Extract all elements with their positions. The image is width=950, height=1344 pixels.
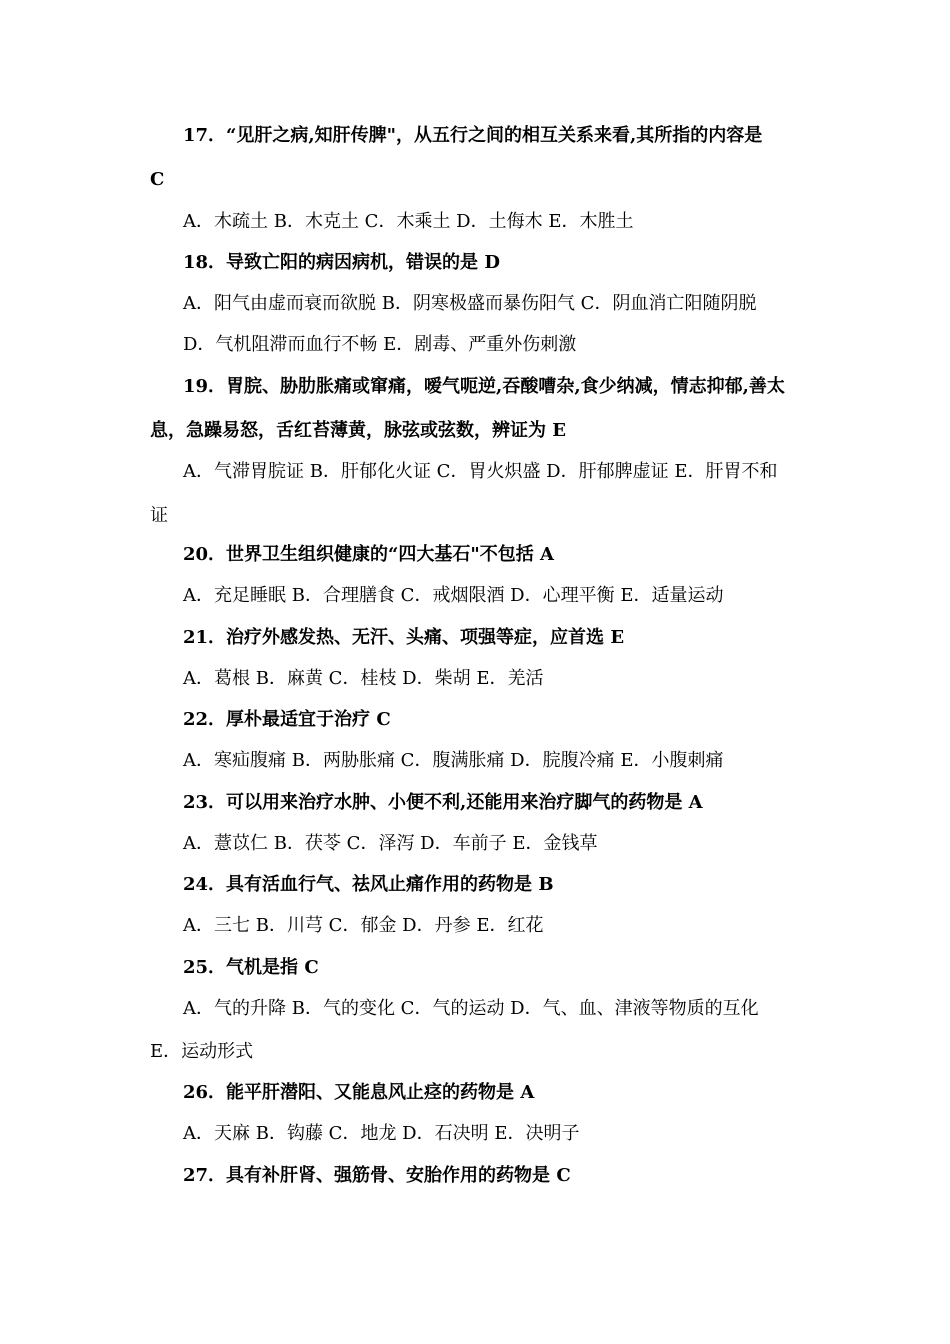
question-23-options: A．薏苡仁 B．茯苓 C．泽泻 D．车前子 E．金钱草: [183, 833, 598, 854]
question-22-options: A．寒疝腹痛 B．两胁胀痛 C．腹满胀痛 D．脘腹冷痛 E．小腹刺痛: [183, 750, 724, 771]
question-26-options: A．天麻 B．钩藤 C．地龙 D．石决明 E．决明子: [183, 1123, 580, 1144]
question-24-options: A．三七 B．川芎 C．郁金 D．丹参 E．红花: [183, 915, 544, 936]
question-17-options: A．木疏土 B．木克土 C．木乘土 D．土侮木 E．木胜土: [183, 211, 634, 232]
question-19-stem-cont: 息，急躁易怒，舌红苔薄黄，脉弦或弦数，辨证为 E: [150, 420, 566, 441]
question-18-options-cont: D．气机阻滞而血行不畅 E．剧毒、严重外伤刺激: [183, 334, 577, 355]
question-21-stem: 21．治疗外感发热、无汗、头痛、项强等症，应首选 E: [183, 627, 625, 648]
question-25-options: A．气的升降 B．气的变化 C．气的运动 D．气、血、津液等物质的互化: [183, 998, 759, 1019]
question-26-stem: 26．能平肝潜阳、又能息风止痉的药物是 A: [183, 1082, 535, 1103]
question-20-stem: 20．世界卫生组织健康的“四大基石"不包括 A: [183, 544, 555, 565]
question-27-stem: 27．具有补肝肾、强筋骨、安胎作用的药物是 C: [183, 1165, 571, 1186]
question-19-stem: 19．胃脘、胁肋胀痛或窜痛，嗳气呃逆,吞酸嘈杂,食少纳减，情志抑郁,善太: [183, 376, 785, 397]
question-18-options: A．阳气由虚而衰而欲脱 B．阴寒极盛而暴伤阳气 C．阴血消亡阳随阴脱: [183, 293, 757, 314]
question-17-stem: 17．“见肝之病,知肝传脾"，从五行之间的相互关系来看,其所指的内容是: [183, 125, 763, 146]
question-18-stem: 18．导致亡阳的病因病机，错误的是 D: [183, 252, 500, 273]
question-23-stem: 23．可以用来治疗水肿、小便不利,还能用来治疗脚气的药物是 A: [183, 792, 703, 813]
question-25-options-cont: E．运动形式: [150, 1041, 254, 1062]
question-19-options-cont: 证: [150, 505, 168, 526]
question-21-options: A．葛根 B．麻黄 C．桂枝 D．柴胡 E．羌活: [183, 668, 544, 689]
question-19-options: A．气滞胃脘证 B．肝郁化火证 C．胃火炽盛 D．肝郁脾虚证 E．肝胃不和: [183, 461, 778, 482]
question-20-options: A．充足睡眠 B．合理膳食 C．戒烟限酒 D．心理平衡 E．适量运动: [183, 585, 724, 606]
question-25-stem: 25．气机是指 C: [183, 957, 319, 978]
question-22-stem: 22．厚朴最适宜于治疗 C: [183, 709, 391, 730]
question-24-stem: 24．具有活血行气、祛风止痛作用的药物是 B: [183, 874, 554, 895]
question-17-answer: C: [150, 169, 165, 190]
